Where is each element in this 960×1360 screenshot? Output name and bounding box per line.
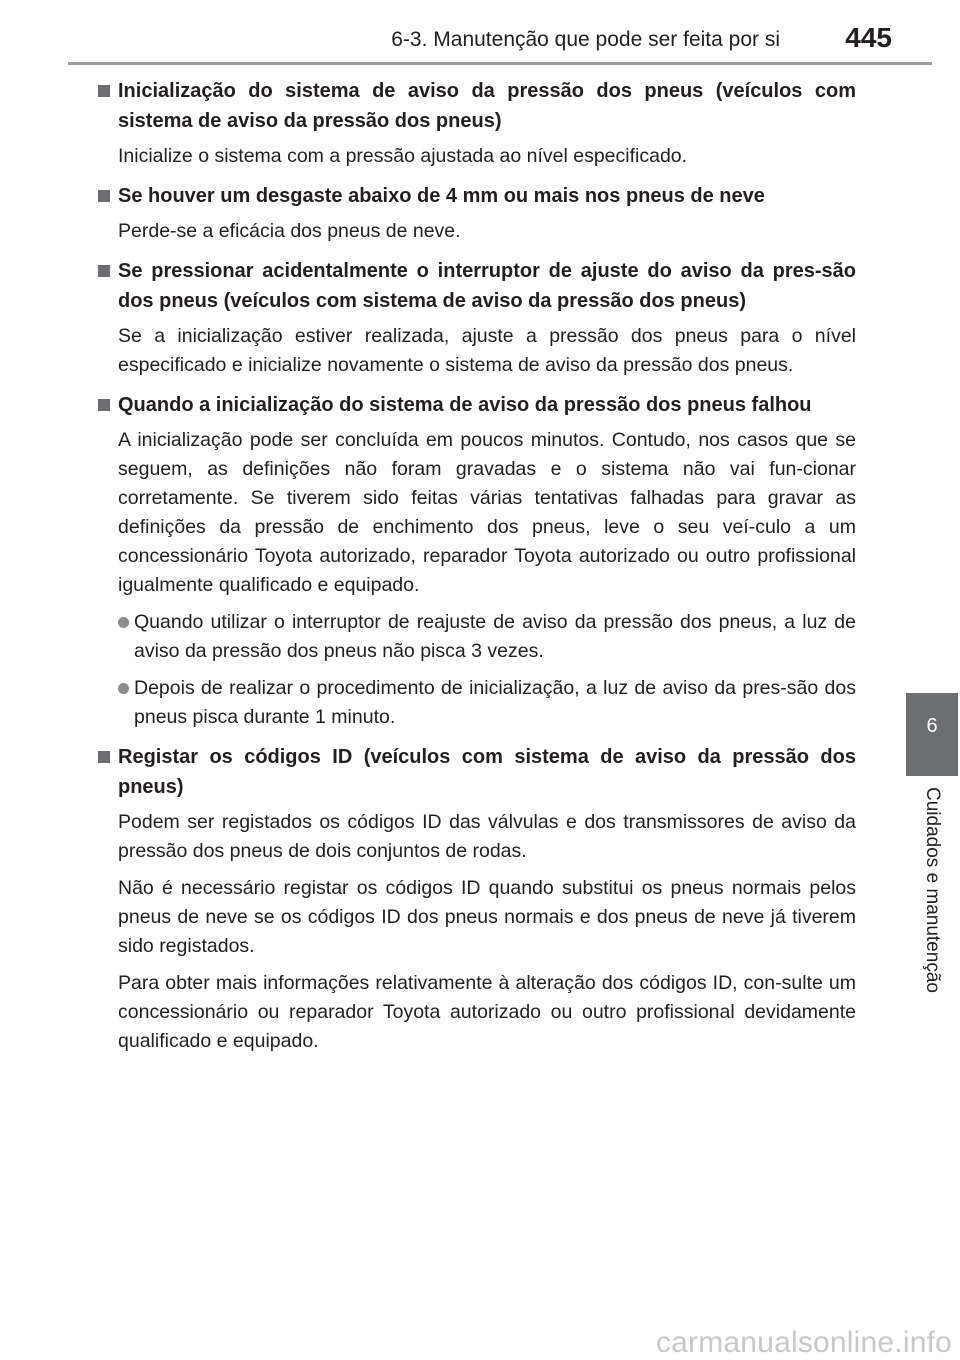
section-heading — [96, 76, 856, 136]
section-accidental-switch — [96, 256, 856, 380]
section-heading — [96, 742, 856, 802]
square-bullet-icon — [98, 751, 110, 763]
chapter-number: 6 — [926, 715, 938, 737]
square-bullet-icon — [98, 85, 110, 97]
section-heading-text: Se houver um desgaste abaixo de 4 mm ou mais nos pneus de neve — [118, 185, 765, 207]
section-heading — [96, 256, 856, 316]
paragraph: Se a inicialização estiver realizada, ajuste a pressão dos pneus para o nível especificado e inicialize novamente o sistema de aviso da pressão dos pneus. — [118, 325, 856, 376]
chapter-tab[interactable] — [906, 693, 958, 776]
section-heading-text: Se pressionar acidentalmente o interruptor de ajuste do aviso da pres-são dos pneus (veículos com sistema de aviso da pressão dos pneus) — [118, 260, 856, 312]
paragraph: Podem ser registados os códigos ID das válvulas e dos transmissores de aviso da pressão dos pneus de dois conjuntos de rodas. — [118, 811, 856, 862]
paragraph: Não é necessário registar os códigos ID quando substitui os pneus normais pelos pneus de neve se os códigos ID dos pneus normais e dos pneus de neve já tiverem sido registados. — [118, 877, 856, 957]
round-bullet-icon — [118, 683, 129, 694]
watermark[interactable]: carmanualsonline.info — [655, 1326, 952, 1359]
paragraph: A inicialização pode ser concluída em poucos minutos. Contudo, nos casos que se seguem, as definições não foram gravadas e o sistema não vai fun-cionar corretamente. Se tiverem sido feitas várias tentativas falhadas para gravar as definições da pressão de enchimento dos pneus, leve o seu veí-culo a um concessionário Toyota autorizado, reparador Toyota autorizado ou outro profissional igualmente qualificado e equipado. — [118, 429, 856, 596]
square-bullet-icon — [98, 265, 110, 277]
square-bullet-icon — [98, 399, 110, 411]
round-bullet-icon — [118, 617, 129, 628]
section-register-id-codes — [96, 742, 856, 1056]
section-heading — [96, 390, 856, 420]
page-number: 445 — [845, 22, 892, 53]
list-item-text: Quando utilizar o interruptor de reajuste de aviso da pressão dos pneus, a luz de aviso da pressão dos pneus não pisca 3 vezes. — [134, 611, 856, 662]
header-divider — [68, 62, 932, 65]
list-item-text: Depois de realizar o procedimento de inicialização, a luz de aviso da pres-são dos pneus pisca durante 1 minuto. — [134, 677, 856, 728]
section-tpms-initialization — [96, 76, 856, 171]
chapter-label: Cuidados e manutenção — [922, 787, 943, 993]
section-heading — [96, 181, 856, 211]
paragraph: Para obter mais informações relativamente à alteração dos códigos ID, con-sulte um concessionário ou reparador Toyota autorizado ou outro profissional devidamente qualificado e equipado. — [118, 972, 856, 1052]
list-item — [96, 674, 856, 732]
section-heading-text: Inicialização do sistema de aviso da pressão dos pneus (veículos com sistema de aviso da pressão dos pneus) — [118, 80, 856, 132]
section-heading-text: Quando a inicialização do sistema de aviso da pressão dos pneus falhou — [118, 394, 812, 416]
section-title: 6-3. Manutenção que pode ser feita por si — [391, 28, 780, 51]
square-bullet-icon — [98, 190, 110, 202]
section-initialization-failed — [96, 390, 856, 732]
section-heading-text: Registar os códigos ID (veículos com sistema de aviso da pressão dos pneus) — [118, 746, 856, 798]
section-snow-tire-wear — [96, 181, 856, 246]
page-content — [96, 76, 856, 1066]
paragraph: Inicialize o sistema com a pressão ajustada ao nível especificado. — [118, 145, 688, 167]
paragraph: Perde-se a eficácia dos pneus de neve. — [118, 220, 461, 242]
list-item — [96, 608, 856, 666]
